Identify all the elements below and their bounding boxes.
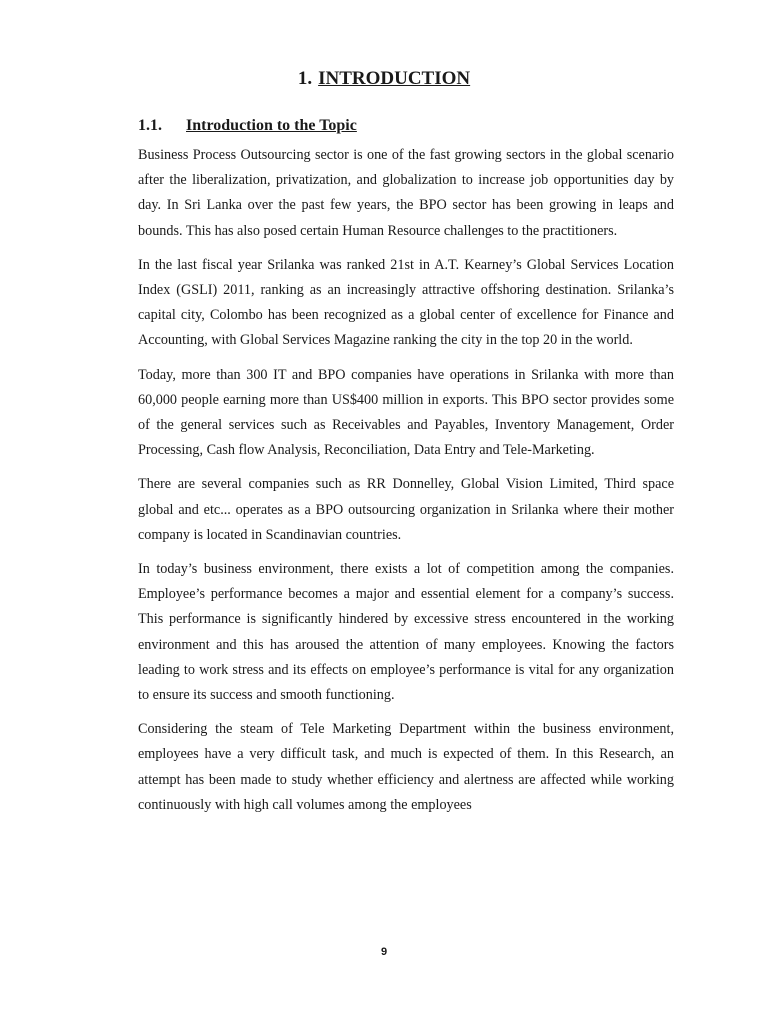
chapter-title: INTRODUCTION — [318, 68, 471, 89]
page-number: 9 — [380, 946, 388, 958]
chapter-heading — [0, 66, 768, 92]
section-number: 1.1. — [138, 117, 162, 134]
paragraph: Business Process Outsourcing sector is one of the fast growing sectors in the global scenario after the liberalization, privatization, and globalization to increase job opportunities day by day. In Sri Lanka over the past few years, the BPO sector has been growing in leaps and bounds. This has also posed certain Human Resource challenges to the practitioners. — [138, 147, 674, 239]
section-heading — [138, 115, 678, 137]
paragraph: In the last fiscal year Srilanka was ranked 21st in A.T. Kearney’s Global Services Location Index (GSLI) 2011, ranking as an increasingly attractive offshoring destination. Srilanka’s capital city, Colombo has been recognized as a global center of excellence for Finance and Accounting, with Global Services Magazine ranking the city in the top 20 in the world. — [138, 256, 674, 349]
paragraph: There are several companies such as RR Donnelley, Global Vision Limited, Third space global and etc... operates as a BPO outsourcing organization in Srilanka where their mother company is located in Scandinavian countries. — [138, 476, 674, 543]
chapter-number: 1. — [297, 68, 313, 89]
body-text — [138, 143, 674, 827]
paragraph: Considering the steam of Tele Marketing Department within the business environment, employees have a very difficult task, and much is expected of them. In this Research, an attempt has been made to study whether efficiency and alertness are affected while working continuously with high call volumes among the employees — [138, 721, 674, 813]
section-title: Introduction to the Topic — [186, 117, 357, 134]
paragraph: Today, more than 300 IT and BPO companies have operations in Srilanka with more than 60,000 people earning more than US$400 million in exports. This BPO sector provides some of the general services such as Receivables and Payables, Inventory Management, Order Processing, Cash flow Analysis, Reconciliation, Data Entry and Tele-Marketing. — [138, 366, 674, 459]
paragraph: In today’s business environment, there exists a lot of competition among the companies. Employee’s performance becomes a major and essential element for a company’s success. This performance is significantly hindered by excessive stress encountered in the working environment and this has aroused the attention of many employees. Knowing the factors leading to work stress and its effects on employee’s performance is vital for any organization to ensure its success and smooth functioning. — [138, 561, 674, 704]
